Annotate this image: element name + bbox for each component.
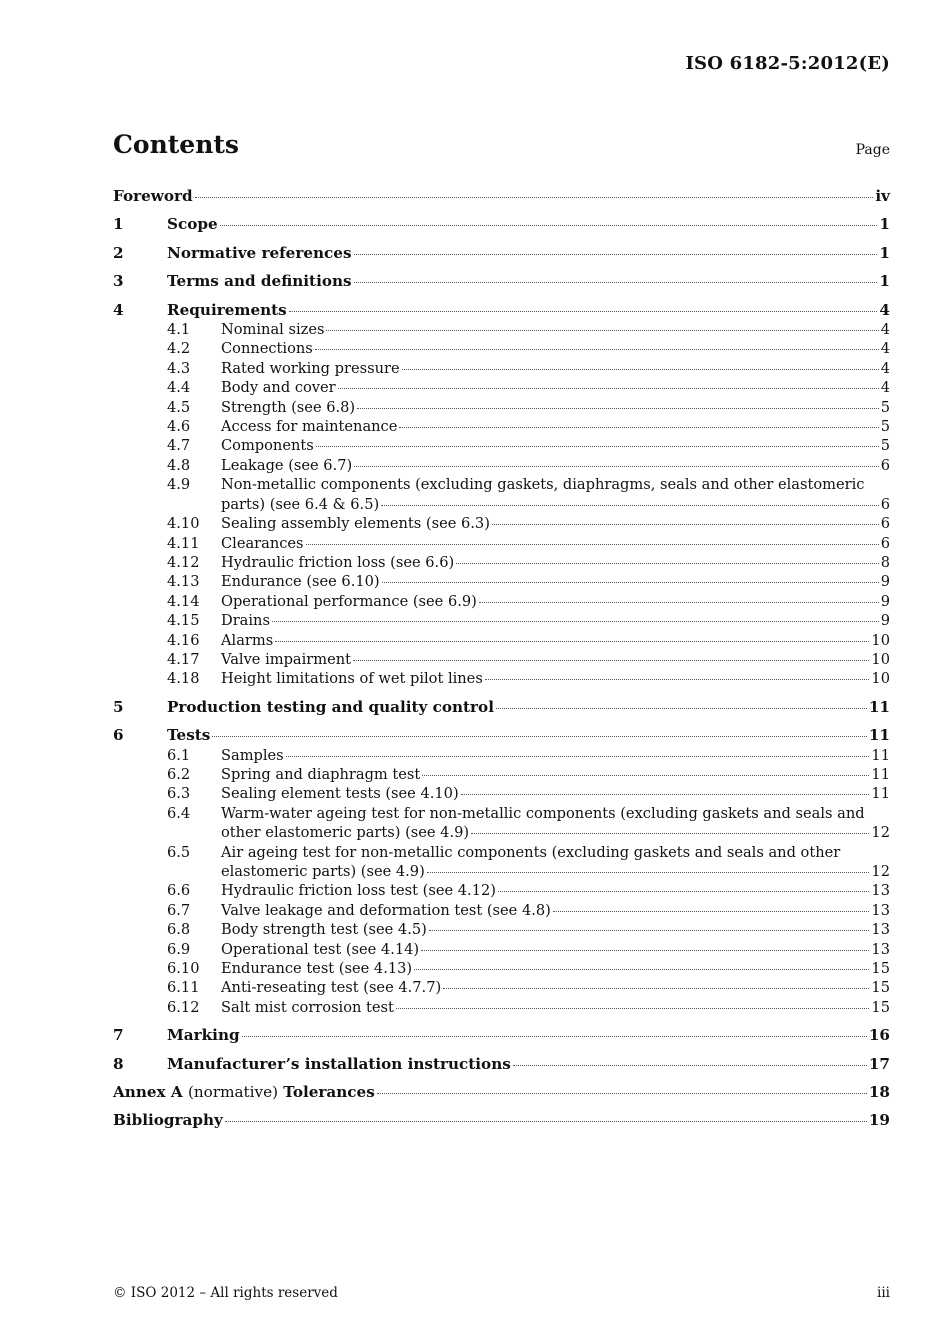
toc-page: 15	[871, 979, 890, 997]
toc-subsection-list	[113, 514, 890, 689]
toc-number: 4.1	[167, 321, 191, 339]
toc-subsection-list	[113, 746, 890, 804]
toc-label: Components	[221, 437, 314, 455]
toc-label: Manufacturer’s installation instructions	[167, 1054, 511, 1073]
toc-number: 4.2	[167, 340, 191, 358]
toc-label: Hydraulic friction loss (see 6.6)	[221, 553, 455, 571]
toc-number: 8	[113, 1054, 124, 1073]
dot-leader	[275, 641, 869, 642]
dot-leader	[471, 833, 869, 834]
toc-number: 1	[113, 215, 124, 234]
toc-number: 4.6	[167, 418, 191, 436]
toc-entry-6-11[interactable]	[113, 978, 890, 997]
toc-entry-3[interactable]	[113, 272, 890, 291]
toc-number: 6	[113, 726, 124, 745]
toc-page: 13	[871, 901, 890, 919]
dot-leader	[429, 930, 870, 931]
dot-leader	[479, 602, 879, 603]
toc-number: 2	[113, 243, 124, 262]
toc-label-line2: parts) (see 6.4 & 6.5)	[221, 495, 380, 513]
dot-leader	[272, 621, 879, 622]
toc-page: 4	[880, 340, 890, 358]
toc-number: 4.14	[167, 592, 200, 610]
toc-label: Marking	[167, 1026, 240, 1045]
toc-number: 6.1	[167, 746, 191, 764]
toc-number: 6.3	[167, 785, 191, 803]
toc-label: Height limitations of wet pilot lines	[221, 670, 483, 688]
toc-label: Connections	[221, 340, 313, 358]
toc-entry-4-1[interactable]	[113, 320, 890, 339]
toc-number: 4.17	[167, 650, 200, 668]
toc-entry-7[interactable]	[113, 1026, 890, 1045]
annex-prefix: Annex A	[113, 1083, 183, 1102]
toc-label: Spring and diaphragm test	[221, 765, 421, 783]
toc-label: Access for maintenance	[221, 418, 398, 436]
dot-leader	[461, 794, 870, 795]
toc-label: Endurance (see 6.10)	[221, 573, 380, 591]
toc-page: 1	[879, 243, 890, 262]
toc-entry-6[interactable]	[113, 726, 890, 745]
toc-page: 12	[871, 863, 890, 880]
toc-entry-4-2[interactable]	[113, 339, 890, 358]
toc-page: 12	[871, 824, 890, 842]
toc-label: Body and cover	[221, 379, 336, 397]
toc-label: Nominal sizes	[221, 321, 325, 339]
toc-page: 10	[871, 631, 890, 649]
toc-page: 5	[880, 398, 890, 416]
toc-page: 9	[880, 612, 890, 630]
dot-leader	[354, 282, 878, 283]
dot-leader	[242, 1036, 867, 1037]
toc-entry-4[interactable]	[113, 301, 890, 320]
toc-entry-6-2[interactable]	[113, 765, 890, 784]
toc-number: 5	[113, 697, 124, 716]
toc-page: 13	[871, 921, 890, 939]
toc-number: 6.2	[167, 765, 191, 783]
toc-page: 6	[880, 534, 890, 552]
toc-label: Endurance test (see 4.13)	[221, 960, 413, 978]
toc-entry-2[interactable]	[113, 244, 890, 263]
copyright-notice: © ISO 2012 – All rights reserved	[113, 1285, 338, 1301]
toc-label: Salt mist corrosion test	[221, 998, 394, 1016]
toc-label-line1: Air ageing test for non-metallic components (excluding gaskets and seals and other	[221, 843, 841, 861]
toc-label: Strength (see 6.8)	[221, 398, 356, 416]
toc-entry-4-6[interactable]	[113, 417, 890, 436]
toc-page: 19	[868, 1111, 890, 1130]
dot-leader	[485, 679, 870, 680]
toc-label: Foreword	[113, 187, 193, 205]
toc-number: 6.7	[167, 901, 191, 919]
dot-leader	[492, 524, 879, 525]
toc-entry-4-17[interactable]	[113, 650, 890, 669]
toc-page: 9	[880, 592, 890, 610]
dot-leader	[338, 388, 879, 389]
toc-page: 6	[880, 515, 890, 533]
toc-entry-6-3[interactable]	[113, 784, 890, 803]
toc-label: Operational performance (see 6.9)	[221, 592, 477, 610]
toc-entry-4-12[interactable]	[113, 553, 890, 572]
toc-label: Alarms	[221, 631, 274, 649]
toc-entry-4-14[interactable]	[113, 592, 890, 611]
toc-page: 4	[879, 300, 890, 319]
toc-page: 5	[880, 437, 890, 455]
toc-number: 7	[113, 1026, 124, 1045]
dot-leader	[427, 872, 870, 873]
dot-leader	[353, 660, 869, 661]
page-title: Contents	[113, 130, 240, 159]
toc-label: Terms and definitions	[167, 272, 352, 291]
toc-subsection-list	[113, 881, 890, 1017]
toc-number: 4.5	[167, 398, 191, 416]
toc-entry-6-12[interactable]	[113, 998, 890, 1017]
toc-page: 13	[871, 940, 890, 958]
toc-number: 4.11	[167, 534, 200, 552]
toc-page: 13	[871, 882, 890, 900]
toc-page: 1	[879, 272, 890, 291]
toc-label: Hydraulic friction loss test (see 4.12)	[221, 882, 496, 900]
toc-entry-8[interactable]	[113, 1055, 890, 1074]
toc-entry-4-18[interactable]	[113, 669, 890, 688]
toc-entry-6-7[interactable]	[113, 901, 890, 920]
dot-leader	[399, 427, 878, 428]
toc-number: 4.7	[167, 437, 191, 455]
document-id: ISO 6182-5:2012(E)	[685, 53, 890, 74]
toc-page: 10	[871, 650, 890, 668]
toc-label: Bibliography	[113, 1111, 223, 1130]
page-column-label: Page	[855, 142, 890, 158]
toc-label: Sealing assembly elements (see 6.3)	[221, 515, 490, 533]
toc-entry-6-9[interactable]	[113, 940, 890, 959]
dot-leader	[513, 1065, 867, 1066]
toc-label: Clearances	[221, 534, 304, 552]
dot-leader	[381, 505, 879, 506]
toc-subsection-list	[113, 320, 890, 475]
toc-number: 6.5	[167, 843, 191, 861]
toc-number: 4.4	[167, 379, 191, 397]
toc-label: Tolerances	[283, 1083, 375, 1102]
toc-page: 15	[871, 998, 890, 1016]
toc-page: 9	[880, 573, 890, 591]
toc-entry-6-8[interactable]	[113, 920, 890, 939]
toc-entry-6-10[interactable]	[113, 959, 890, 978]
toc-label: Requirements	[167, 300, 287, 319]
dot-leader	[326, 330, 878, 331]
toc-label: Production testing and quality control	[167, 697, 494, 716]
toc-page: 11	[871, 765, 890, 783]
toc-label: Tests	[167, 726, 211, 745]
toc-label: Normative references	[167, 243, 352, 262]
toc-page: 1	[879, 215, 890, 234]
toc-entry-4-16[interactable]	[113, 631, 890, 650]
toc-entry-4-15[interactable]	[113, 611, 890, 630]
toc-label-line2: other elastomeric parts) (see 4.9)	[221, 824, 470, 842]
toc-page: 6	[880, 495, 890, 513]
toc-page: 16	[868, 1026, 890, 1045]
dot-leader	[377, 1093, 867, 1094]
dot-leader	[357, 408, 879, 409]
toc-page: 8	[880, 553, 890, 571]
dot-leader	[195, 197, 874, 198]
toc-label: Leakage (see 6.7)	[221, 456, 353, 474]
dot-leader	[443, 988, 869, 989]
toc-label: Rated working pressure	[221, 359, 400, 377]
toc-entry-4-4[interactable]	[113, 378, 890, 397]
dot-leader	[289, 311, 878, 312]
toc-entry-4-7[interactable]	[113, 436, 890, 455]
dot-leader	[402, 369, 879, 370]
dot-leader	[354, 254, 878, 255]
toc-page: 11	[871, 746, 890, 764]
toc-number: 4.12	[167, 553, 200, 571]
toc-entry-4-9[interactable]	[113, 475, 890, 514]
dot-leader	[316, 446, 879, 447]
toc-page: 10	[871, 670, 890, 688]
toc-number: 6.4	[167, 804, 191, 822]
toc-entry-annex-a[interactable]	[113, 1083, 890, 1102]
toc-number: 6.11	[167, 979, 200, 997]
toc-entry-4-5[interactable]	[113, 398, 890, 417]
dot-leader	[456, 563, 879, 564]
toc-entry-4-10[interactable]	[113, 514, 890, 533]
toc-entry-1[interactable]	[113, 215, 890, 234]
toc-number: 4.18	[167, 670, 200, 688]
toc-page: 4	[880, 359, 890, 377]
annex-type: (normative)	[187, 1083, 278, 1102]
toc-page: 15	[871, 960, 890, 978]
toc-label-line1: Warm-water ageing test for non-metallic components (excluding gaskets and seals and	[221, 804, 865, 822]
dot-leader	[422, 775, 869, 776]
table-of-contents	[113, 184, 890, 1131]
toc-label: Operational test (see 4.14)	[221, 940, 420, 958]
toc-page: 11	[871, 785, 890, 803]
dot-leader	[306, 544, 879, 545]
dot-leader	[396, 1008, 870, 1009]
toc-label: Drains	[221, 612, 270, 630]
toc-number: 6.9	[167, 940, 191, 958]
dot-leader	[553, 911, 870, 912]
toc-number: 4.13	[167, 573, 200, 591]
toc-label: Sealing element tests (see 4.10)	[221, 785, 459, 803]
dot-leader	[496, 708, 867, 709]
toc-number: 6.6	[167, 882, 191, 900]
toc-entry-5[interactable]	[113, 698, 890, 717]
toc-number: 3	[113, 272, 124, 291]
toc-page: 5	[880, 418, 890, 436]
toc-label: Body strength test (see 4.5)	[221, 921, 427, 939]
toc-page: 6	[880, 456, 890, 474]
toc-number: 4.3	[167, 359, 191, 377]
dot-leader	[212, 736, 867, 737]
toc-entry-6-4[interactable]	[113, 804, 890, 843]
toc-number: 4.10	[167, 515, 200, 533]
toc-page: 11	[868, 726, 890, 745]
dot-leader	[315, 349, 879, 350]
toc-label: Samples	[221, 746, 284, 764]
toc-page: iv	[875, 187, 890, 205]
page-number: iii	[877, 1285, 890, 1301]
dot-leader	[220, 225, 878, 226]
toc-entry-foreword[interactable]	[113, 187, 890, 206]
dot-leader	[414, 969, 869, 970]
toc-entry-4-13[interactable]	[113, 572, 890, 591]
toc-entry-4-3[interactable]	[113, 359, 890, 378]
toc-label: Scope	[167, 215, 218, 234]
dot-leader	[498, 891, 869, 892]
toc-entry-6-6[interactable]	[113, 881, 890, 900]
toc-number: 4.9	[167, 476, 191, 494]
toc-number: 4.16	[167, 631, 200, 649]
toc-label: Valve leakage and deformation test (see 4.8)	[221, 901, 551, 919]
toc-entry-6-5[interactable]	[113, 843, 890, 882]
toc-page: 4	[880, 379, 890, 397]
toc-number: 6.10	[167, 960, 200, 978]
dot-leader	[382, 582, 879, 583]
toc-entry-6-1[interactable]	[113, 746, 890, 765]
toc-page: 18	[868, 1083, 890, 1102]
toc-label-line1: Non-metallic components (excluding gaskets, diaphragms, seals and other elastomeric	[221, 476, 865, 494]
toc-number: 4.15	[167, 612, 200, 630]
toc-number: 4	[113, 300, 124, 319]
dot-leader	[225, 1121, 867, 1122]
toc-page: 17	[868, 1054, 890, 1073]
toc-page: 11	[868, 697, 890, 716]
dot-leader	[286, 756, 870, 757]
dot-leader	[354, 466, 879, 467]
toc-page: 4	[880, 321, 890, 339]
toc-number: 6.12	[167, 998, 200, 1016]
toc-entry-bibliography[interactable]	[113, 1111, 890, 1130]
toc-number: 4.8	[167, 456, 191, 474]
toc-label: Anti-reseating test (see 4.7.7)	[221, 979, 442, 997]
dot-leader	[421, 950, 869, 951]
toc-entry-4-8[interactable]	[113, 456, 890, 475]
toc-entry-4-11[interactable]	[113, 534, 890, 553]
toc-number: 6.8	[167, 921, 191, 939]
toc-label-line2: elastomeric parts) (see 4.9)	[221, 863, 425, 880]
toc-label: Valve impairment	[221, 650, 352, 668]
